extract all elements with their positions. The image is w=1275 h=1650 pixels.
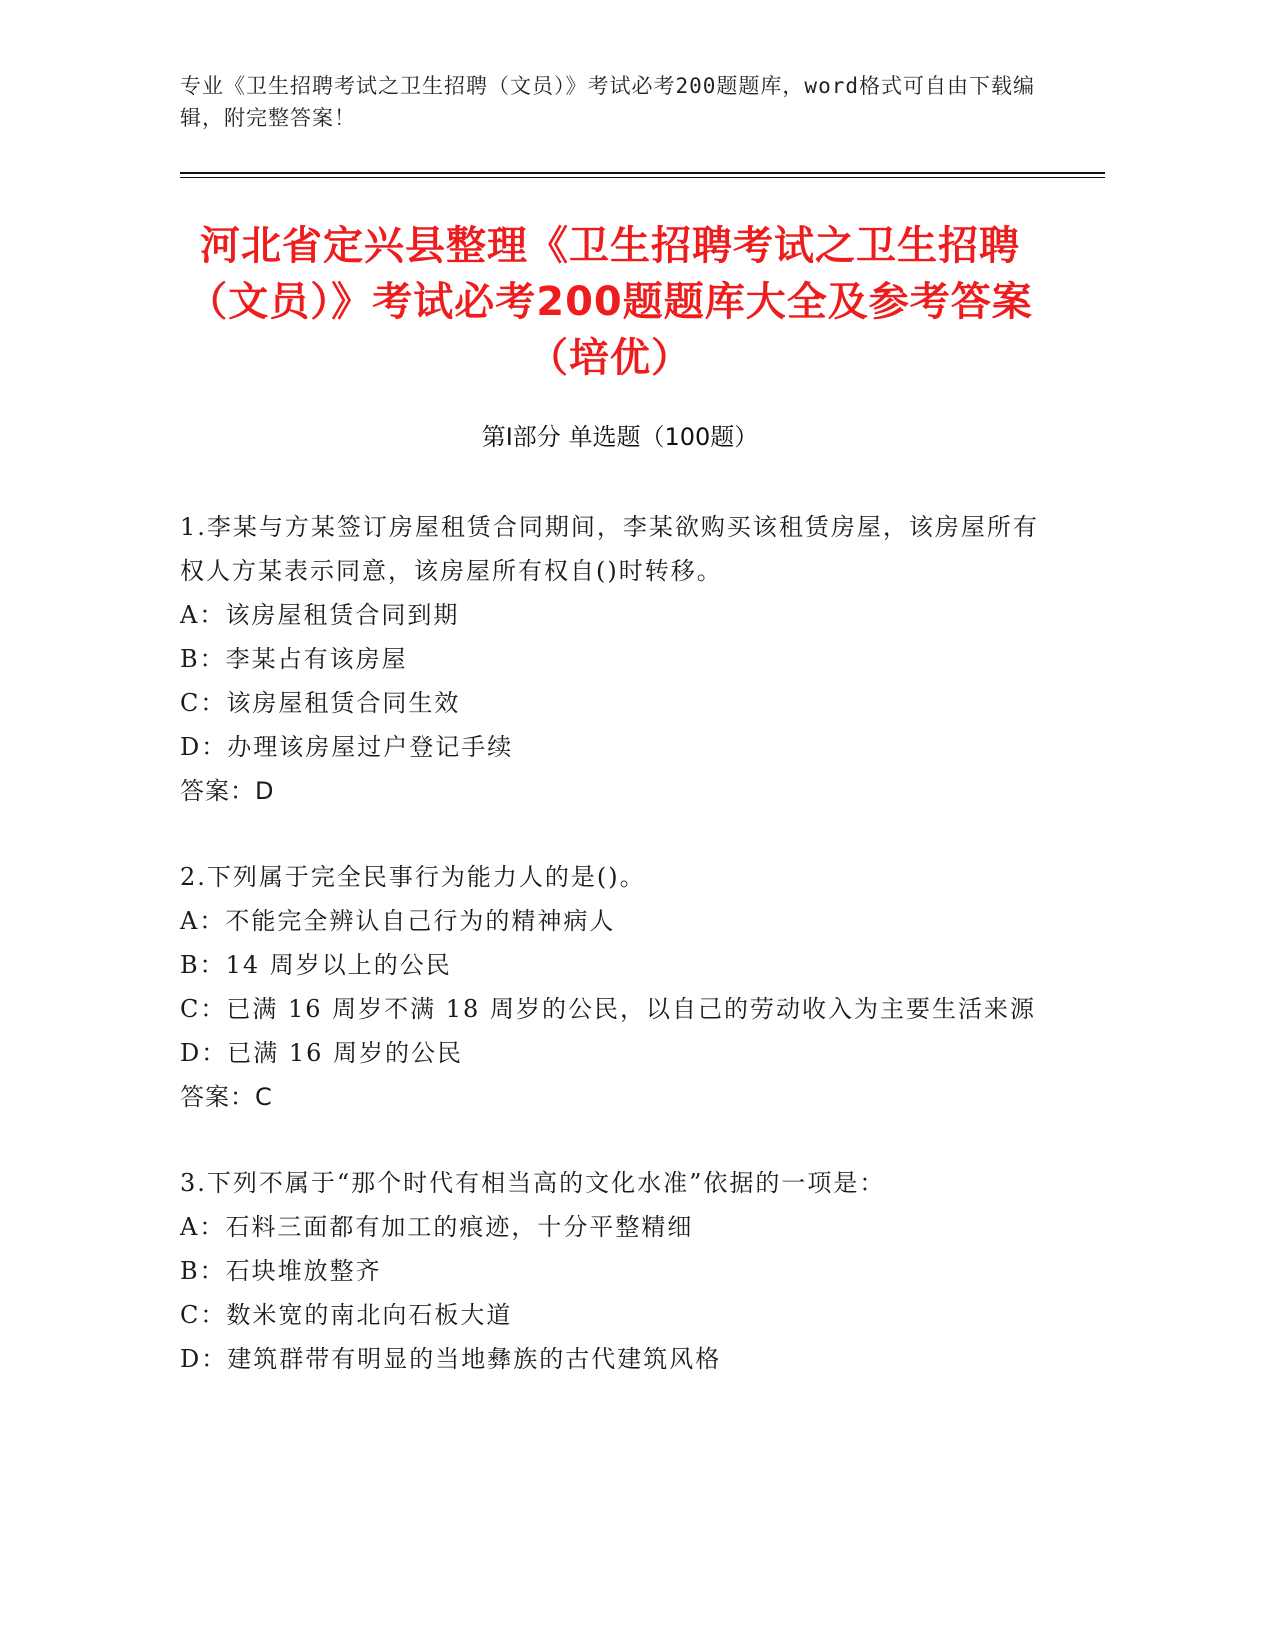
answer: 答案：C — [180, 1083, 273, 1111]
option-a: A：该房屋租赁合同到期 — [180, 601, 460, 629]
header-divider-thick — [180, 172, 1105, 174]
question-3 — [180, 1161, 1040, 1381]
question-2 — [180, 855, 1040, 1119]
option-c: C：已满 16 周岁不满 18 周岁的公民，以自己的劳动收入为主要生活来源 — [180, 995, 1036, 1023]
document-title: 河北省定兴县整理《卫生招聘考试之卫生招聘（文员）》考试必考200题题库大全及参考答案（培优） — [187, 223, 1033, 381]
section-title: 第Ⅰ部分 单选题（100题） — [481, 423, 759, 451]
option-c: C：该房屋租赁合同生效 — [180, 689, 461, 717]
question-list — [180, 505, 1040, 1423]
question-stem: 3.下列不属于“那个时代有相当高的文化水准”依据的一项是： — [180, 1169, 886, 1197]
header-note: 专业《卫生招聘考试之卫生招聘（文员）》考试必考200题题库，word格式可自由下载编辑，附完整答案！ — [180, 74, 1035, 130]
answer: 答案：D — [180, 777, 275, 805]
option-d: D：建筑群带有明显的当地彝族的古代建筑风格 — [180, 1345, 722, 1373]
header-divider-thin — [180, 177, 1105, 178]
question-stem: 1.李某与方某签订房屋租赁合同期间，李某欲购买该租赁房屋，该房屋所有权人方某表示同意，该房屋所有权自()时转移。 — [180, 513, 1039, 585]
question-1 — [180, 505, 1040, 813]
option-b: B：李某占有该房屋 — [180, 645, 408, 673]
option-d: D：已满 16 周岁的公民 — [180, 1039, 464, 1067]
option-b: B：14 周岁以上的公民 — [180, 951, 452, 979]
option-a: A：不能完全辨认自己行为的精神病人 — [180, 907, 616, 935]
option-c: C：数米宽的南北向石板大道 — [180, 1301, 513, 1329]
option-a: A：石料三面都有加工的痕迹，十分平整精细 — [180, 1213, 694, 1241]
question-stem: 2.下列属于完全民事行为能力人的是()。 — [180, 863, 646, 891]
option-d: D：办理该房屋过户登记手续 — [180, 733, 514, 761]
option-b: B：石块堆放整齐 — [180, 1257, 382, 1285]
